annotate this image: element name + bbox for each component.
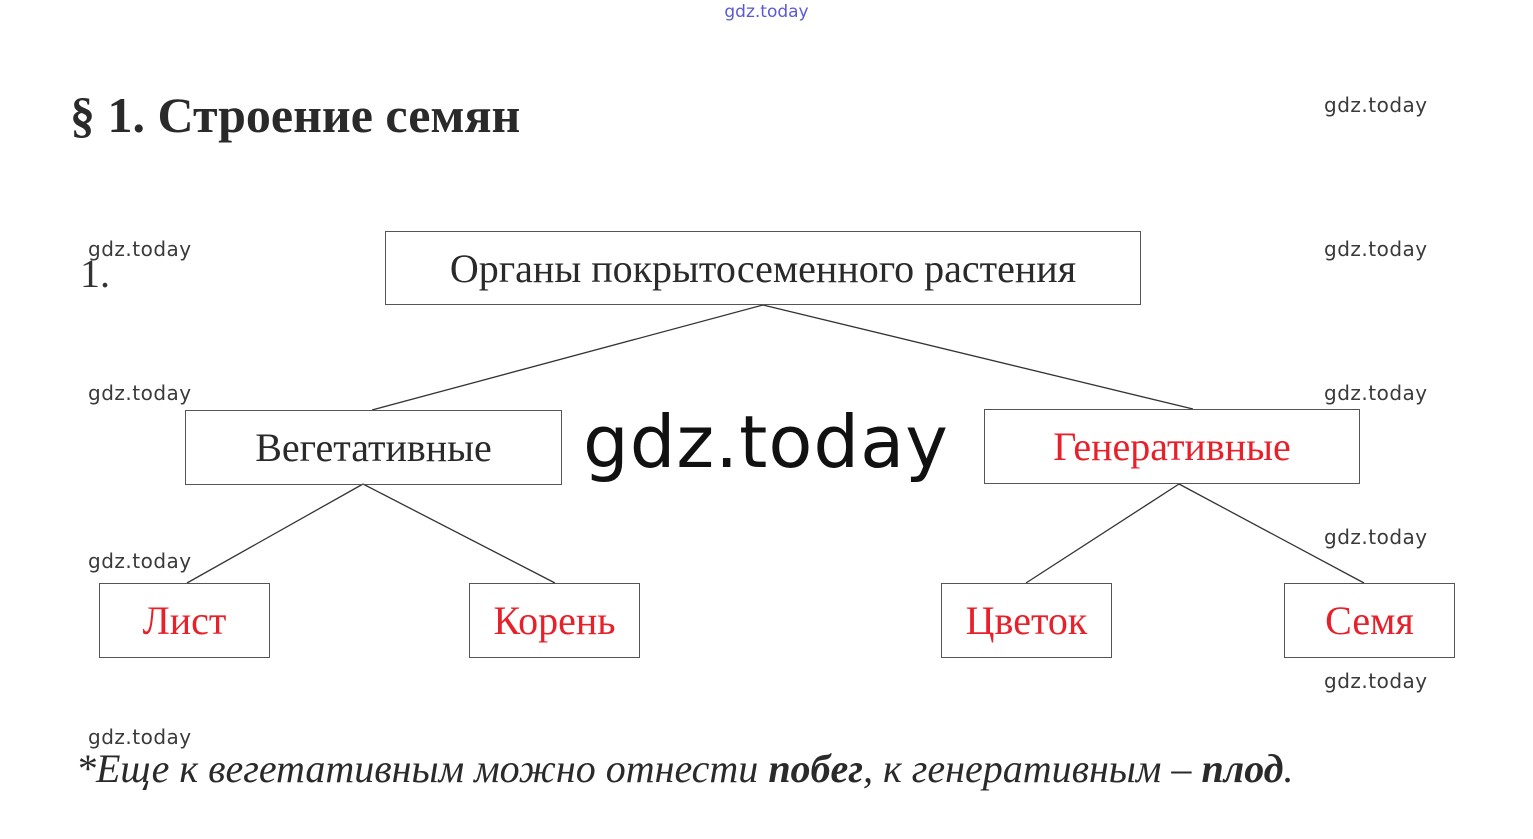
watermark: gdz.today [88,549,192,573]
box-flower: Цветок [941,583,1112,658]
box-generative: Генеративные [984,409,1360,484]
connector-vegetative-leaf [187,484,363,583]
box-leaf: Лист [99,583,270,658]
connector-generative-seed [1179,484,1364,583]
connector-root-generative [763,305,1193,409]
watermark: gdz.today [1324,669,1428,693]
watermark: gdz.today [1324,525,1428,549]
connector-root-vegetative [372,305,763,410]
box-seed: Семя [1284,583,1455,658]
footnote-text: . [1283,746,1294,791]
footnote [76,745,1294,792]
footnote-bold: плод [1201,746,1284,791]
watermark: gdz.today [1324,237,1428,261]
watermark: gdz.today [88,381,192,405]
footnote-bold: побег [768,746,864,791]
box-plant-organs: Органы покрытосеменного растения [385,231,1141,305]
footnote-text: , к генеративным – [863,746,1202,791]
watermark-top: gdz.today [724,2,809,22]
box-vegetative: Вегетативные [185,410,562,485]
watermark: gdz.today [88,237,192,261]
task-number: 1. [80,251,110,296]
footnote-text: *Еще к вегетативным можно отнести [76,746,769,791]
page-title: § 1. Строение семян [70,87,521,143]
watermark: gdz.today [88,725,192,749]
connector-generative-flower [1026,484,1179,583]
box-root: Корень [469,583,640,658]
watermark: gdz.today [1324,93,1428,117]
watermark: gdz.today [1324,381,1428,405]
watermark-large: gdz.today [583,400,949,484]
connector-vegetative-root [363,484,555,583]
